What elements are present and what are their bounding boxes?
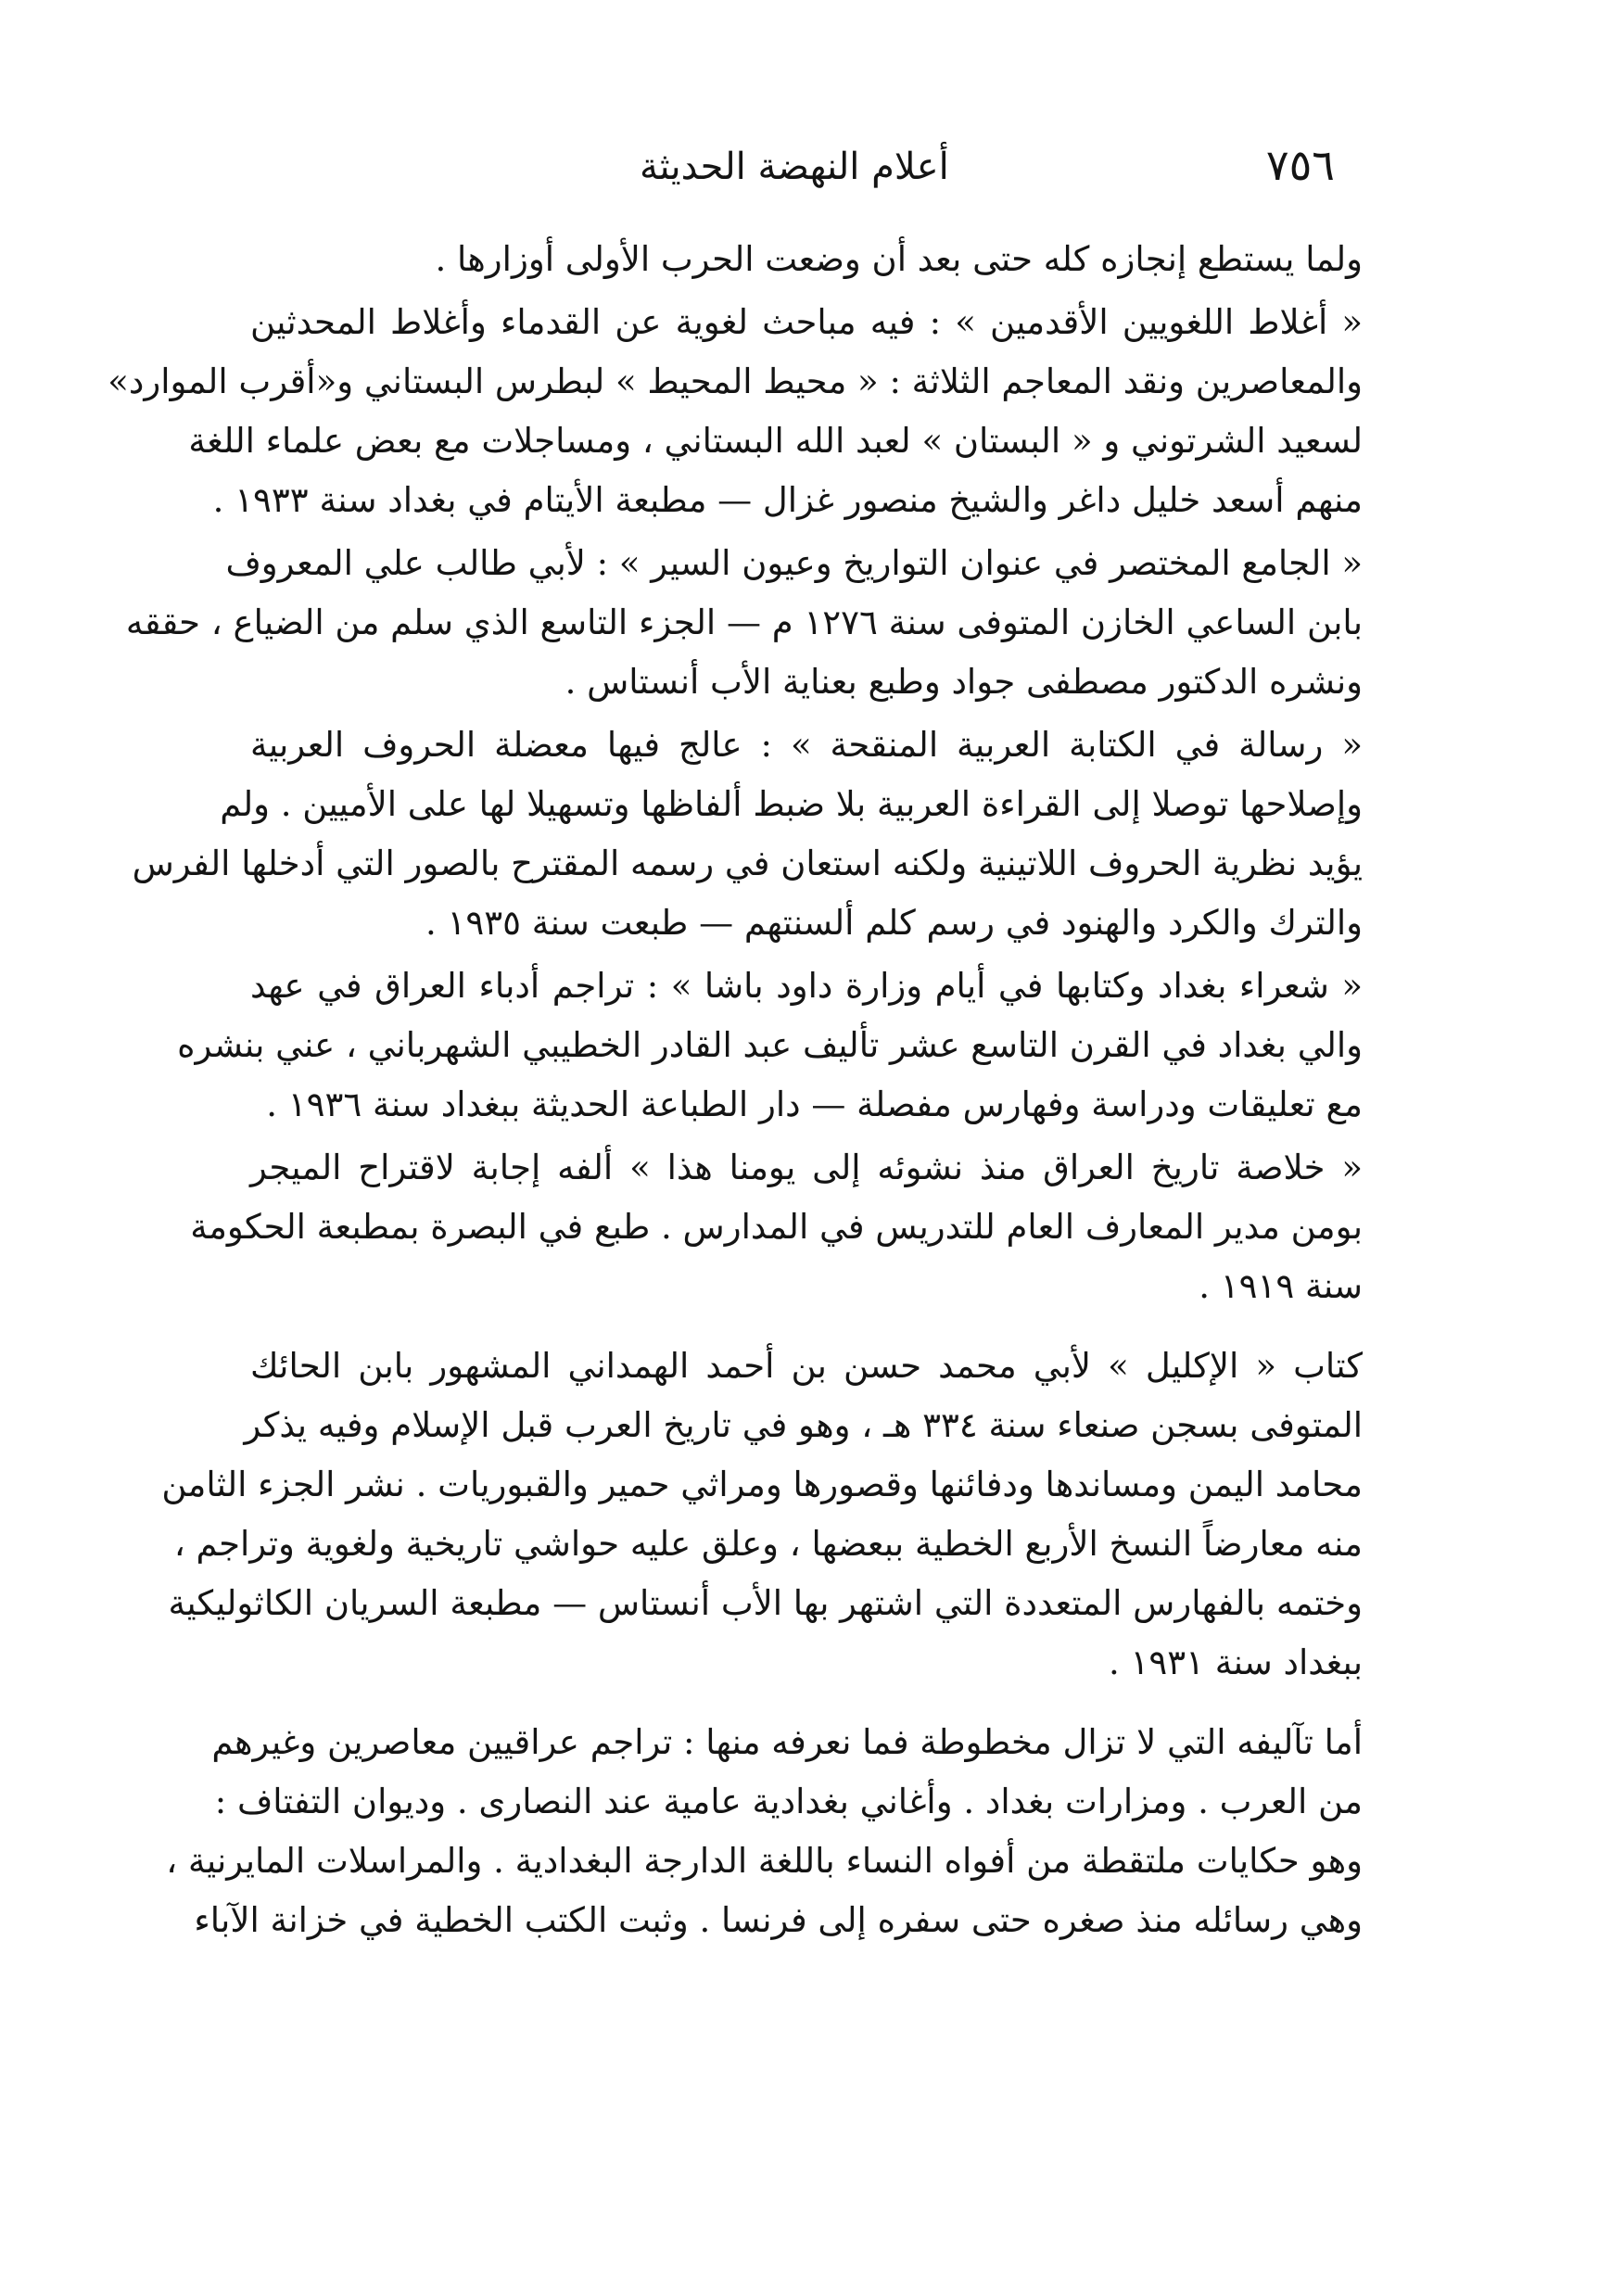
text-line: ببغداد سنة ١٩٣١ . bbox=[1108, 1643, 1363, 1682]
text-line: المتوفى بسجن صنعاء سنة ٣٣٤ هـ ، وهو في تاريخ العرب قبل الإسلام وفيه يذكر bbox=[244, 1405, 1363, 1445]
text-line: بومن مدير المعارف العام للتدريس في المدارس . طبع في البصرة بمطبعة الحكومة bbox=[190, 1207, 1363, 1247]
running-title: أعلام النهضة الحديثة bbox=[640, 146, 949, 188]
paragraph-aghlat-al-lughawiyyin bbox=[108, 293, 1363, 530]
text-line: « أغلاط اللغويين الأقدمين » : فيه مباحث لغوية عن القدماء وأغلاط المحدثين bbox=[250, 302, 1363, 342]
text-line: لسعيد الشرتوني و « البستان » لعبد الله البستاني ، ومساجلات مع بعض علماء اللغة bbox=[188, 421, 1363, 461]
text-line: منه معارضاً النسخ الأربع الخطية ببعضها ، وعلق عليه حواشي تاريخية ولغوية وتراجم ، bbox=[173, 1524, 1363, 1564]
paragraph-risala-fi-al-kitaba bbox=[132, 716, 1363, 953]
text-line: أما تآليفه التي لا تزال مخطوطة فما نعرفه منها : تراجم عراقيين معاصرين وغيرهم bbox=[211, 1722, 1363, 1762]
text-line: ولما يستطع إنجازه كله حتى بعد أن وضعت الحرب الأولى أوزارها . bbox=[435, 239, 1363, 279]
text-line: من العرب . ومزارات بغداد . وأغاني بغدادية عامية عند النصارى . وديوان التفتاف : bbox=[214, 1782, 1363, 1821]
text-line: « خلاصة تاريخ العراق منذ نشوئه إلى يومنا هذا » ألفه إجابة لاقتراح الميجر bbox=[250, 1148, 1363, 1187]
text-line: والي بغداد في القرن التاسع عشر تأليف عبد القادر الخطيبي الشهرباني ، عني بنشره bbox=[177, 1025, 1363, 1065]
text-line: بابن الساعي الخازن المتوفى سنة ١٢٧٦ م — الجزء التاسع الذي سلم من الضياع ، حققه bbox=[125, 603, 1363, 642]
text-line: والترك والكرد والهنود في رسم كلم ألسنتهم — طبعت سنة ١٩٣٥ . bbox=[425, 903, 1363, 943]
text-line: والمعاصرين ونقد المعاجم الثلاثة : « محيط المحيط » لبطرس البستاني و«أقرب الموارد» bbox=[108, 362, 1363, 401]
paragraph-continuation bbox=[250, 230, 1363, 289]
text-line: وختمه بالفهارس المتعددة التي اشتهر بها الأب أنستاس — مطبعة السريان الكاثوليكية bbox=[168, 1583, 1363, 1623]
text-line: « شعراء بغداد وكتابها في أيام وزارة داود باشا » : تراجم أدباء العراق في عهد bbox=[250, 966, 1363, 1006]
page-header bbox=[278, 137, 1335, 202]
paragraph-al-jami-al-mukhtasar bbox=[125, 534, 1363, 712]
paragraph-khulasat-tarikh-al-iraq bbox=[190, 1138, 1363, 1316]
text-line: « رسالة في الكتابة العربية المنقحة » : عالج فيها معضلة الحروف العربية bbox=[250, 725, 1363, 765]
page-body bbox=[108, 230, 1363, 1950]
text-line: محامد اليمن ومساندها ودفائنها وقصورها ومراثي حمير والقبوريات . نشر الجزء الثامن bbox=[161, 1465, 1363, 1504]
text-line: يؤيد نظرية الحروف اللاتينية ولكنه استعان في رسمه المقترح بالصور التي أدخلها الفرس bbox=[132, 844, 1363, 883]
text-line: مع تعليقات ودراسة وفهارس مفصلة — دار الطباعة الحديثة ببغداد سنة ١٩٣٦ . bbox=[266, 1085, 1363, 1124]
text-line: منهم أسعد خليل داغر والشيخ منصور غزال — مطبعة الأيتام في بغداد سنة ١٩٣٣ . bbox=[212, 480, 1363, 520]
paragraph-shuara-baghdad bbox=[177, 957, 1363, 1135]
text-line: ونشره الدكتور مصطفى جواد وطبع بعناية الأب أنستاس . bbox=[565, 662, 1363, 702]
page-number: ٧٥٦ bbox=[1265, 140, 1335, 190]
text-line: سنة ١٩١٩ . bbox=[1199, 1266, 1363, 1306]
text-line: كتاب « الإكليل » لأبي محمد حسن بن أحمد الهمداني المشهور بابن الحائك bbox=[250, 1346, 1363, 1386]
paragraph-al-iklil bbox=[161, 1337, 1363, 1693]
text-line: وهو حكايات ملتقطة من أفواه النساء باللغة الدارجة البغدادية . والمراسلات المايرنية ، bbox=[166, 1841, 1363, 1881]
text-line: وإصلاحها توصلا إلى القراءة العربية بلا ضبط ألفاظها وتسهيلا لها على الأميين . ولم bbox=[220, 784, 1363, 824]
text-line: وهي رسائله منذ صغره حتى سفره إلى فرنسا . وثبت الكتب الخطية في خزانة الآباء bbox=[194, 1900, 1363, 1940]
paragraph-manuscripts bbox=[166, 1713, 1363, 1950]
text-line: « الجامع المختصر في عنوان التواريخ وعيون السير » : لأبي طالب علي المعروف bbox=[225, 543, 1363, 583]
